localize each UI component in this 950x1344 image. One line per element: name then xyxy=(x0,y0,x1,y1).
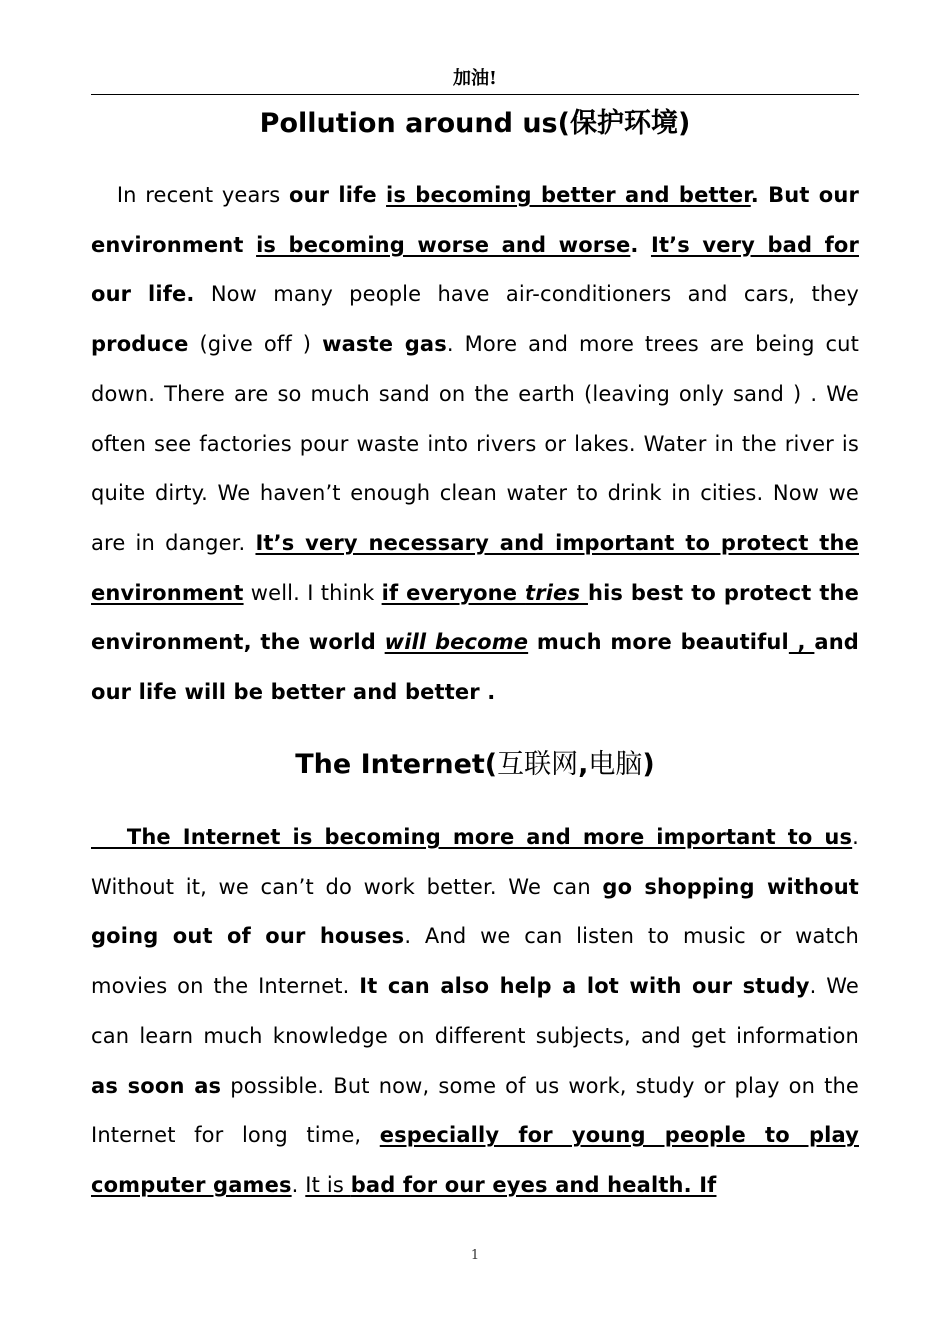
title-cn-2: 电脑 xyxy=(588,749,643,780)
text-run: and our life will be better and better . xyxy=(91,630,859,705)
text-run: tries xyxy=(525,580,588,605)
text-run: . Without it, we can’t do work better. We can xyxy=(91,825,859,899)
page-number: 1 xyxy=(470,1248,480,1263)
text-run: It can also help a lot with our study xyxy=(359,974,810,999)
text-run: . But our environment xyxy=(91,183,859,257)
paragraph-internet xyxy=(91,813,859,1211)
title-end: ) xyxy=(677,108,691,139)
title-text: Pollution around us( xyxy=(259,108,570,139)
text-run: , xyxy=(788,630,815,655)
text-run: It’s very bad for xyxy=(650,232,859,257)
text-run: . And we can listen to music or watch movies on the Internet. xyxy=(91,924,859,999)
title-comma: , xyxy=(578,749,589,780)
title-cn: 保护环境 xyxy=(569,108,678,139)
text-run: . xyxy=(291,1172,306,1197)
text-run: The Internet is becoming more and more important to us xyxy=(91,825,853,849)
text-run: is becoming better and better xyxy=(386,183,751,207)
title-cn: 互联网 xyxy=(497,749,579,780)
section-title-internet xyxy=(91,747,859,783)
page-header: 加油! xyxy=(91,66,859,95)
text-run: (give off ) xyxy=(188,332,323,357)
text-run: possible. But now, some of us work, study or play on the Internet for long time, xyxy=(91,1073,859,1148)
text-run: In recent years xyxy=(91,183,289,207)
text-run: produce xyxy=(91,332,189,357)
text-run: our life. xyxy=(91,282,195,307)
paragraph-pollution xyxy=(91,171,859,718)
text-run: . More and more trees are being cut down. There are so much sand on the earth (leaving only sand ) . We often see factories pour waste into rivers or lakes. Water in the river is quite dirty. We haven’t enough clean water to drink in cities. Now we are in danger. xyxy=(91,332,860,555)
text-run: his best to protect the environment, the world xyxy=(91,580,860,655)
text-run: It is xyxy=(305,1172,351,1197)
text-run: . xyxy=(630,232,651,257)
text-run: waste gas xyxy=(322,332,447,357)
text-run: bad for our eyes and health. If xyxy=(350,1172,717,1197)
text-run: will become xyxy=(384,630,529,655)
title-text: The Internet( xyxy=(295,749,498,780)
title-end: ) xyxy=(642,749,655,780)
text-run: go shopping without going out of our houses xyxy=(91,874,859,949)
text-run: Now many people have air-conditioners and cars, they xyxy=(194,282,859,307)
text-run: . We can learn much knowledge on different subjects, and get information xyxy=(91,974,860,1048)
text-run: our life xyxy=(289,183,387,207)
text-run: especially for young people to play computer games xyxy=(91,1123,859,1197)
text-run: as soon as xyxy=(91,1073,222,1098)
text-run: if everyone xyxy=(381,580,526,605)
section-title-pollution xyxy=(91,106,859,142)
text-run: is becoming worse and worse xyxy=(256,232,631,257)
text-run: much more beautiful xyxy=(528,630,789,655)
text-run: well. I think xyxy=(243,580,382,605)
text-run: It’s very necessary and important to protect the environment xyxy=(91,530,859,605)
